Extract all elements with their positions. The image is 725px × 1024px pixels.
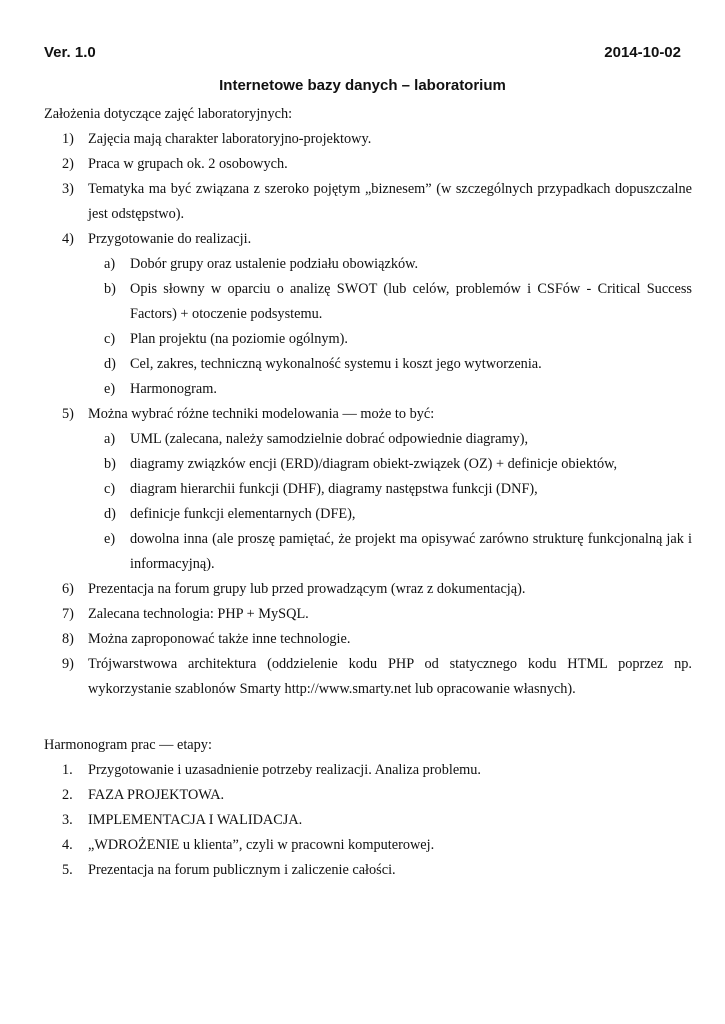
step-number: 3.	[62, 812, 73, 828]
date-label: 2014-10-02	[604, 44, 681, 61]
sub-list-item	[104, 502, 692, 527]
item-number: 7)	[62, 606, 74, 622]
step-text: „WDROŻENIE u klienta”, czyli w pracowni komputerowej.	[88, 837, 435, 853]
intro-text: Założenia dotyczące zajęć laboratoryjnych:	[44, 106, 293, 122]
sub-item-text: Harmonogram.	[130, 381, 217, 397]
sub-item-text: dowolna inna (ale proszę pamiętać, że projekt ma opisywać zarówno strukturę funkcjonalną jak i informacyjną).	[130, 531, 692, 572]
list-item	[62, 177, 692, 227]
item-text: Można zaproponować także inne technologie.	[88, 631, 351, 647]
sub-list-container	[62, 252, 692, 402]
step-text: Przygotowanie i uzasadnienie potrzeby realizacji. Analiza problemu.	[88, 762, 482, 778]
list-item	[62, 627, 692, 652]
sub-item-text: UML (zalecana, należy samodzielnie dobrać odpowiednie diagramy),	[130, 431, 529, 447]
item-number: 2)	[62, 156, 74, 172]
version-label: Ver. 1.0	[44, 44, 96, 61]
sub-list-item	[104, 377, 692, 402]
sub-item-text: Opis słowny w oparciu o analizę SWOT (lub celów, problemów i CSFów - Critical Success Factors) + otoczenie podsystemu.	[130, 281, 692, 322]
sub-item-letter: e)	[104, 531, 116, 547]
item-text: Zajęcia mają charakter laboratoryjno-projektowy.	[88, 131, 372, 147]
document-title: Internetowe bazy danych – laboratorium	[219, 77, 506, 94]
sub-item-letter: e)	[104, 381, 116, 397]
list-item	[62, 577, 692, 602]
sub-list-item	[104, 277, 692, 327]
sub-list-item	[104, 477, 692, 502]
item-number: 4)	[62, 231, 74, 247]
sub-item-letter: c)	[104, 331, 116, 347]
step-number: 4.	[62, 837, 73, 853]
item-text: Zalecana technologia: PHP + MySQL.	[88, 606, 309, 622]
schedule-step	[62, 808, 692, 833]
list-item	[62, 402, 692, 427]
sub-item-letter: d)	[104, 506, 116, 522]
sub-item-text: diagram hierarchii funkcji (DHF), diagramy następstwa funkcji (DNF),	[130, 481, 538, 497]
sub-item-letter: a)	[104, 256, 116, 272]
sub-item-letter: d)	[104, 356, 116, 372]
sub-list-item	[104, 452, 692, 477]
item-text: Przygotowanie do realizacji.	[88, 231, 252, 247]
step-text: Prezentacja na forum publicznym i zaliczenie całości.	[88, 862, 396, 878]
sub-list-container	[62, 427, 692, 577]
sub-item-text: Dobór grupy oraz ustalenie podziału obowiązków.	[130, 256, 419, 272]
step-number: 1.	[62, 762, 73, 778]
list-item	[62, 602, 692, 627]
sub-list-item	[104, 352, 692, 377]
item-number: 8)	[62, 631, 74, 647]
sub-item-letter: c)	[104, 481, 116, 497]
list-item	[62, 652, 692, 702]
item-text: Można wybrać różne techniki modelowania — może to być:	[88, 406, 435, 422]
list-item	[62, 152, 692, 177]
sub-list-item	[104, 327, 692, 352]
sub-item-text: Plan projektu (na poziomie ogólnym).	[130, 331, 348, 347]
item-number: 5)	[62, 406, 74, 422]
item-text: Trójwarstwowa architektura (oddzielenie kodu PHP od statycznego kodu HTML poprzez np. wykorzystanie szablonów Smarty http://www.smarty.net lub opracowanie własnych).	[88, 656, 692, 697]
sub-item-text: definicje funkcji elementarnych (DFE),	[130, 506, 356, 522]
sub-item-letter: a)	[104, 431, 116, 447]
step-number: 5.	[62, 862, 73, 878]
sub-list-item	[104, 427, 692, 452]
sub-item-letter: b)	[104, 456, 116, 472]
item-text: Prezentacja na forum grupy lub przed prowadzącym (wraz z dokumentacją).	[88, 581, 526, 597]
requirements-list	[62, 127, 692, 702]
sub-list-item	[104, 527, 692, 577]
schedule-step	[62, 833, 692, 858]
schedule-step	[62, 758, 692, 783]
sub-list	[62, 427, 692, 577]
schedule-list	[62, 758, 692, 883]
step-text: FAZA PROJEKTOWA.	[88, 787, 225, 803]
step-number: 2.	[62, 787, 73, 803]
sub-item-text: diagramy związków encji (ERD)/diagram obiekt-związek (OZ) + definicje obiektów,	[130, 456, 618, 472]
schedule-step	[62, 783, 692, 808]
sub-item-text: Cel, zakres, techniczną wykonalność systemu i koszt jego wytworzenia.	[130, 356, 542, 372]
sub-item-letter: b)	[104, 281, 116, 297]
sub-list-item	[104, 252, 692, 277]
schedule-heading: Harmonogram prac — etapy:	[44, 737, 212, 753]
schedule-step	[62, 858, 692, 883]
list-item	[62, 127, 692, 152]
list-item	[62, 227, 692, 252]
item-number: 6)	[62, 581, 74, 597]
item-text: Praca w grupach ok. 2 osobowych.	[88, 156, 288, 172]
item-text: Tematyka ma być związana z szeroko pojętym „biznesem” (w szczególnych przypadkach dopuszczalne jest odstępstwo).	[88, 181, 692, 222]
item-number: 9)	[62, 656, 74, 672]
step-text: IMPLEMENTACJA I WALIDACJA.	[88, 812, 303, 828]
item-number: 1)	[62, 131, 74, 147]
item-number: 3)	[62, 181, 74, 197]
sub-list	[62, 252, 692, 402]
